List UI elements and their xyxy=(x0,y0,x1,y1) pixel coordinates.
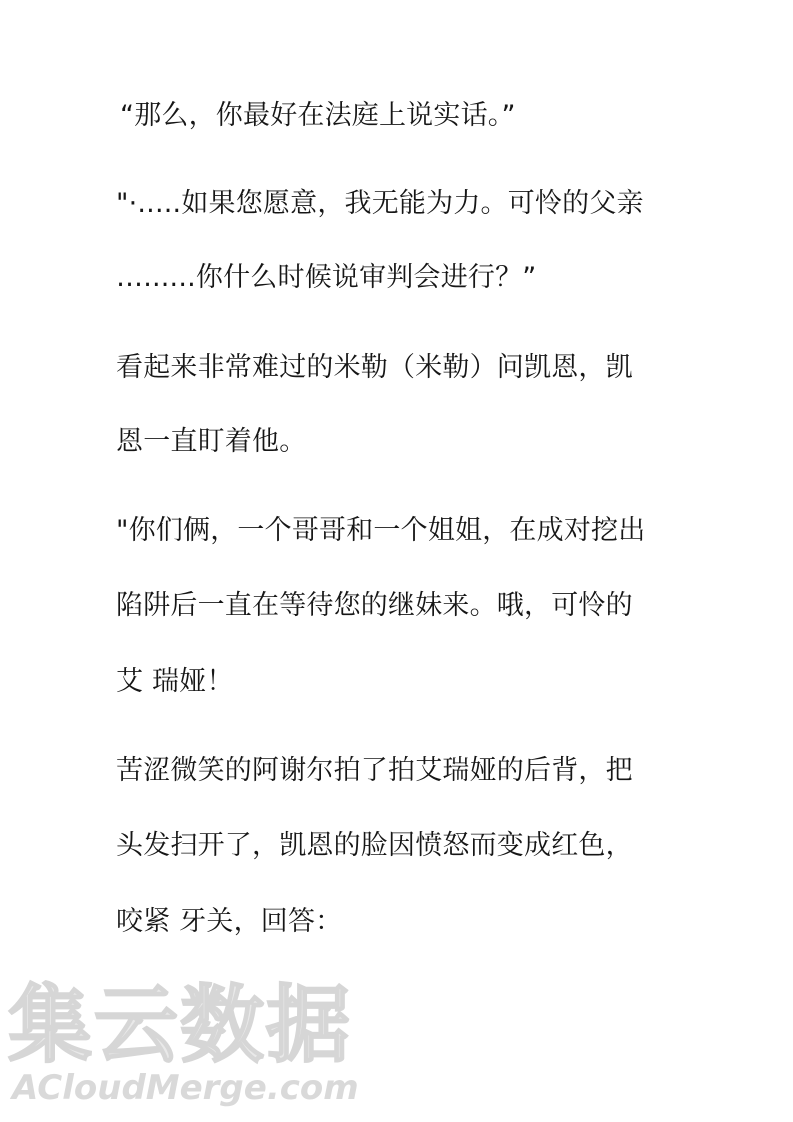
text-line-2: "·.....如果您愿意，我无能为力。可怜的父亲 xyxy=(116,188,644,219)
text-line-11: 咬紧 牙关，回答： xyxy=(116,906,343,937)
text-line-7: 陷阱后一直在等待您的继妹来。哦，可怜的 xyxy=(116,590,633,621)
text-line-3: …......你什么时候说审判会进行？” xyxy=(116,262,537,293)
text-line-9: 苦涩微笑的阿谢尔拍了拍艾瑞娅的后背，把 xyxy=(116,755,633,786)
text-line-6: "你们俩，一个哥哥和一个姐姐，在成对挖出 xyxy=(116,515,646,546)
text-line-10: 头发扫开了，凯恩的脸因愤怒而变成红色， xyxy=(116,830,633,861)
watermark-chinese-text: 集云数据 xyxy=(8,976,353,1074)
watermark xyxy=(8,976,388,1110)
watermark-english-text: ACloudMerge.com xyxy=(12,1068,359,1108)
text-line-1: “那么，你最好在法庭上说实话。” xyxy=(120,100,516,131)
text-line-4: 看起来非常难过的米勒（米勒）问凯恩，凯 xyxy=(116,352,633,383)
text-line-5: 恩一直盯着他。 xyxy=(116,426,307,457)
text-line-8: 艾 瑞娅！ xyxy=(116,666,234,697)
